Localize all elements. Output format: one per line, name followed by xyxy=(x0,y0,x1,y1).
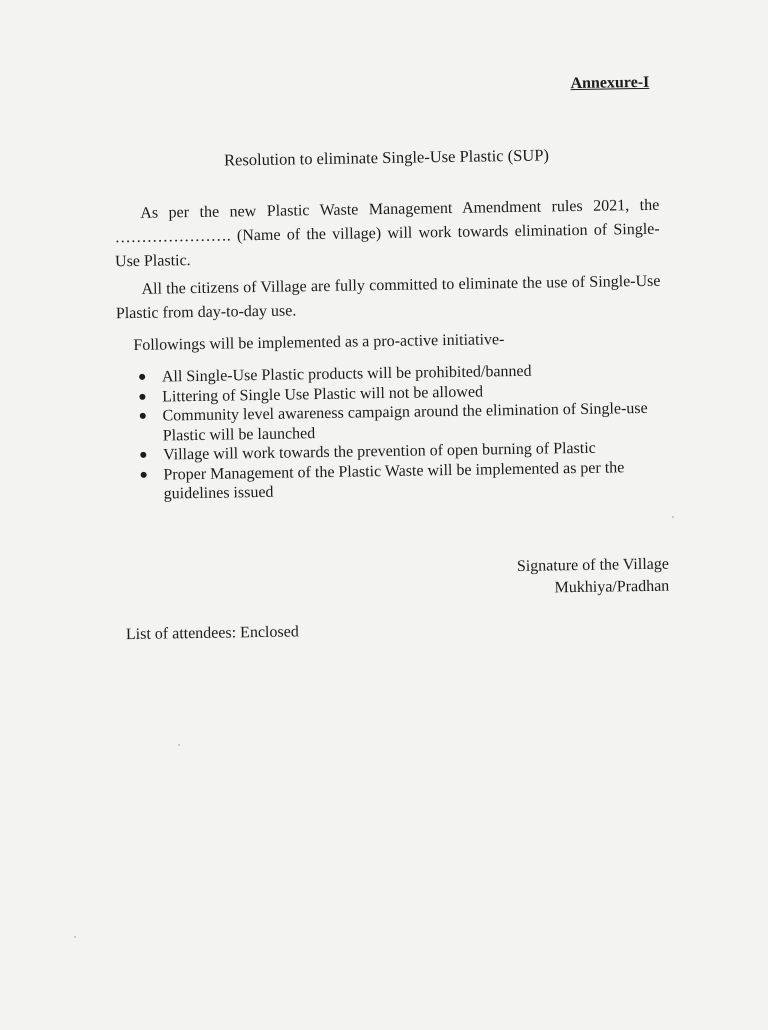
attendees-note: List of attendees: Enclosed xyxy=(125,623,299,644)
bullet-icon: ● xyxy=(139,467,149,483)
intro-paragraph: As per the new Plastic Waste Management Amendment rules 2021, the …………………. (Name of the village) will work towards elimination of Single-Use Plastic. xyxy=(114,196,660,271)
list-item-text: All Single-Use Plastic products will be prohibited/banned xyxy=(161,362,532,386)
signature-line-1: Signature of the Village xyxy=(516,555,670,575)
list-item-text: Community level awareness campaign around the elimination of Single-use Plastic will be launched xyxy=(162,399,648,445)
document-title: Resolution to eliminate Single-Use Plastic (SUP) xyxy=(223,145,550,170)
list-item xyxy=(139,457,655,504)
bullet-icon: ● xyxy=(138,408,148,424)
signature-block xyxy=(517,554,670,600)
scan-speck xyxy=(74,936,76,938)
bullet-icon: ● xyxy=(137,369,147,385)
list-item-text: Littering of Single Use Plastic will not be allowed xyxy=(162,382,484,406)
bullet-icon: ● xyxy=(138,389,147,405)
scan-speck xyxy=(672,516,674,518)
initiative-paragraph: Followings will be implemented as a pro-active initiative- xyxy=(133,331,505,354)
scan-speck xyxy=(178,744,180,746)
commitment-paragraph: All the citizens of Village are fully committed to eliminate the use of Single-Use Plastic from day-to-day use. xyxy=(115,272,661,323)
bullet-icon: ● xyxy=(139,447,148,463)
annexure-heading: Annexure-I xyxy=(570,73,650,93)
list-item-text: Village will work towards the prevention of open burning of Plastic xyxy=(162,439,596,464)
signature-line-2: Mukhiya/Pradhan xyxy=(554,577,670,597)
list-item-text: Proper Management of the Plastic Waste will be implemented as per the guidelines issued xyxy=(163,458,625,503)
initiative-list xyxy=(138,360,655,505)
